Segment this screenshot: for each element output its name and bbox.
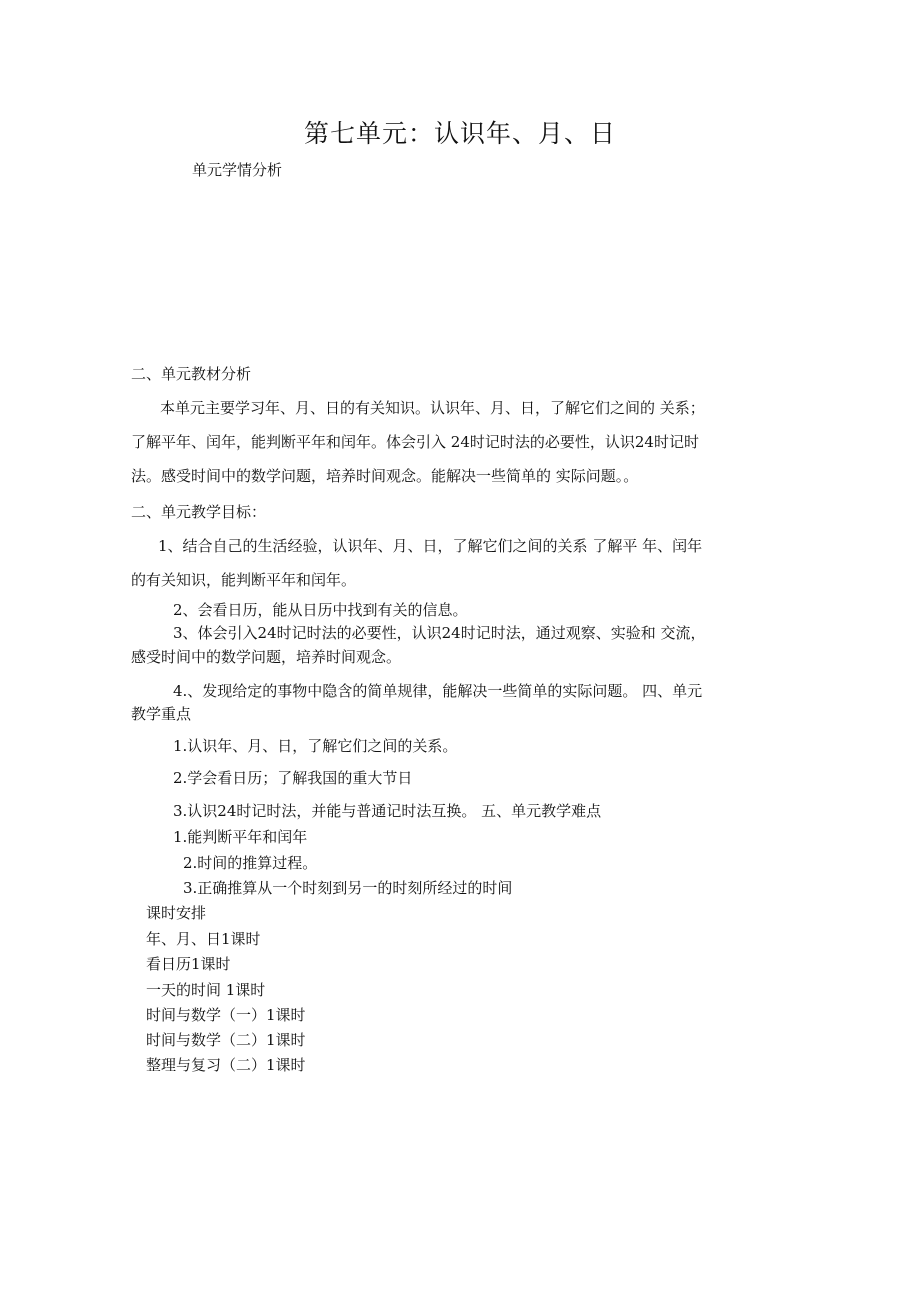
schedule-item: 看日历1课时 (146, 955, 231, 973)
section-heading: 二、单元教学目标： (131, 503, 267, 521)
section-heading: 二、单元教材分析 (131, 365, 252, 383)
section-heading: 课时安排 (146, 904, 207, 922)
text-line: 的有关知识，能判断平年和闰年。 (131, 571, 357, 589)
text-line: 3、体会引入24时记时法的必要性，认识24时记时法，通过观察、实验和 交流， (173, 624, 706, 642)
text-line: 2、会看日历，能从日历中找到有关的信息。 (173, 601, 468, 619)
list-item: 3.认识24时记时法，并能与普通记时法互换。 五、单元教学难点 (173, 802, 602, 820)
schedule-item: 年、月、日1课时 (146, 930, 261, 948)
section-heading: 教学重点 (131, 705, 192, 723)
page-title: 第七单元：认识年、月、日 (304, 119, 617, 148)
schedule-item: 一天的时间 1课时 (146, 981, 266, 999)
schedule-item: 整理与复习（二）1课时 (146, 1056, 306, 1074)
text-line: 4.、发现给定的事物中隐含的简单规律，能解决一些简单的实际问题。 四、单元 (173, 682, 703, 700)
text-line: 了解平年、闰年，能判断平年和闰年。体会引入 24时记时法的必要性，认识24时记时 (131, 433, 699, 451)
list-item: 2.学会看日历；了解我国的重大节日 (173, 769, 413, 787)
list-item: 1.能判断平年和闰年 (173, 828, 308, 846)
text-line: 感受时间中的数学问题，培养时间观念。 (131, 648, 402, 666)
text-line: 本单元主要学习年、月、日的有关知识。认识年、月、日，了解它们之间的 关系； (160, 399, 705, 417)
schedule-item: 时间与数学（一）1课时 (146, 1006, 306, 1024)
list-item: 2.时间的推算过程。 (183, 854, 318, 872)
text-line: 单元学情分析 (192, 161, 283, 179)
list-item: 3.正确推算从一个时刻到另一的时刻所经过的时间 (183, 879, 513, 897)
list-item: 1.认识年、月、日，了解它们之间的关系。 (173, 737, 458, 755)
text-line: 1、结合自己的生活经验，认识年、月、日，了解它们之间的关系 了解平 年、闰年 (158, 537, 703, 555)
text-line: 法。感受时间中的数学问题，培养时间观念。能解决一些简单的 实际问题。。 (131, 467, 639, 485)
schedule-item: 时间与数学（二）1课时 (146, 1031, 306, 1049)
